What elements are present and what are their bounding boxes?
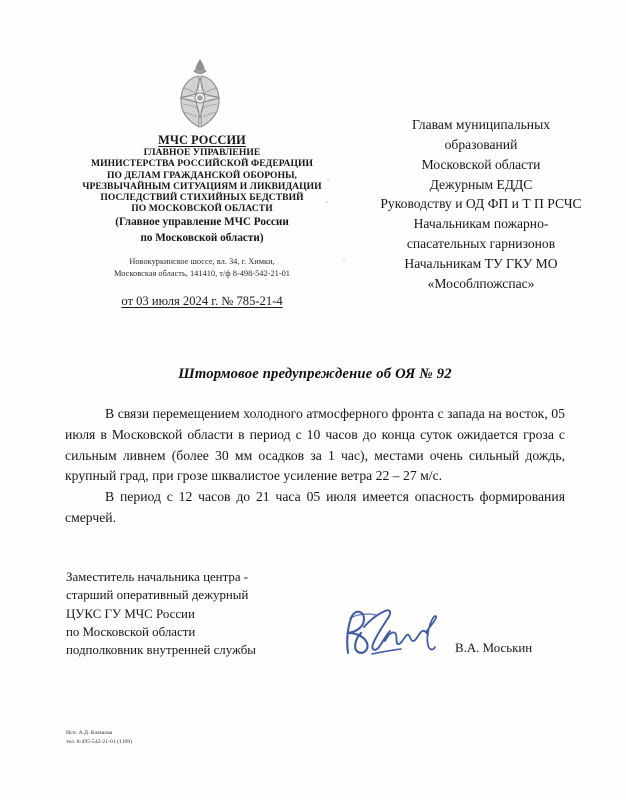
executor-note — [66, 729, 132, 746]
letterhead-line-1: ГЛАВНОЕ УПРАВЛЕНИЕ — [143, 147, 261, 159]
outgoing-reference — [52, 294, 352, 309]
outgoing-reference-text: от 03 июля 2024 г. № 785-21-4 — [121, 294, 283, 308]
signatory-position-line-4: по Московской области — [66, 624, 196, 639]
address-line-2: Московская область, 141410, т/ф 8-498-542-21-01 — [114, 269, 290, 279]
document-body — [65, 404, 565, 529]
addressee-line-4: Дежурным ЕДДС — [429, 176, 533, 192]
handwritten-signature — [338, 605, 458, 667]
scan-speck — [343, 258, 345, 260]
body-paragraph-1: В связи перемещением холодного атмосферного фронта с запада на восток, 05 июля в Московской области в период с 10 часов до конца суток ожидается гроза с сильным ливнем (более 30 мм осадков за 1 час), местами очень сильный дождь, крупный град, при грозе шквалистое усиление ветра 22 – 27 м/с. — [65, 406, 565, 484]
addressee-line-8: Начальникам ТУ ГКУ МО — [404, 255, 558, 271]
signatory-position-line-3: ЦУКС ГУ МЧС России — [66, 606, 195, 621]
emercom-star-emblem — [161, 58, 239, 130]
addressee-line-5: Руководству и ОД ФП и Т П РСЧС — [380, 196, 582, 212]
executor-name: Исп. А.Д. Клешова — [66, 730, 113, 736]
letterhead-short-name-line-1: (Главное управление МЧС России — [115, 216, 289, 228]
signatory-name: В.А. Моськин — [455, 641, 533, 655]
letterhead — [52, 133, 352, 245]
signatory-position — [66, 568, 336, 660]
address-line-1: Новокуркинское шоссе, вл. 34, г. Химки, — [129, 257, 275, 266]
addressee-line-2: образований — [444, 136, 518, 152]
document-title: Штормовое предупреждение об ОЯ № 92 — [178, 366, 452, 382]
body-paragraph-2: В период с 12 часов до 21 часа 05 июля имеется опасность формирования смерчей. — [65, 489, 565, 526]
addressee-line-7: спасательных гарнизонов — [406, 236, 556, 252]
addressee-block — [345, 115, 617, 294]
scan-speck — [327, 179, 329, 181]
signatory-position-line-5: подполковник внутренней службы — [66, 643, 256, 658]
addressee-line-6: Начальникам пожарно- — [413, 216, 549, 232]
signatory-position-line-2: старший оперативный дежурный — [66, 588, 249, 603]
addressee-line-9: «Мособлпожспас» — [427, 275, 535, 291]
addressee-line-1: Главам муниципальных — [411, 117, 551, 132]
letterhead-address — [52, 256, 352, 280]
letterhead-line-5: ПОСЛЕДСТВИЙ СТИХИЙНЫХ БЕДСТВИЙ — [100, 191, 304, 203]
addressee-line-3: Московской области — [421, 156, 541, 172]
letterhead-line-6: ПО МОСКОВСКОЙ ОБЛАСТИ — [131, 202, 273, 214]
letterhead-ministry: МЧС РОССИИ — [158, 133, 246, 147]
scan-speck — [326, 201, 328, 203]
letterhead-line-3: ПО ДЕЛАМ ГРАЖДАНСКОЙ ОБОРОНЫ, — [106, 169, 298, 181]
letterhead-line-4: ЧРЕЗВЫЧАЙНЫМ СИТУАЦИЯМ И ЛИКВИДАЦИИ — [82, 180, 322, 192]
executor-phone: тел. 8-495-542-21-01 (1109) — [66, 738, 133, 745]
letterhead-short-name-line-2: по Московской области) — [140, 231, 264, 244]
letterhead-line-2: МИНИСТЕРСТВА РОССИЙСКОЙ ФЕДЕРАЦИИ — [91, 158, 313, 170]
signatory-position-line-1: Заместитель начальника центра - — [66, 570, 249, 584]
